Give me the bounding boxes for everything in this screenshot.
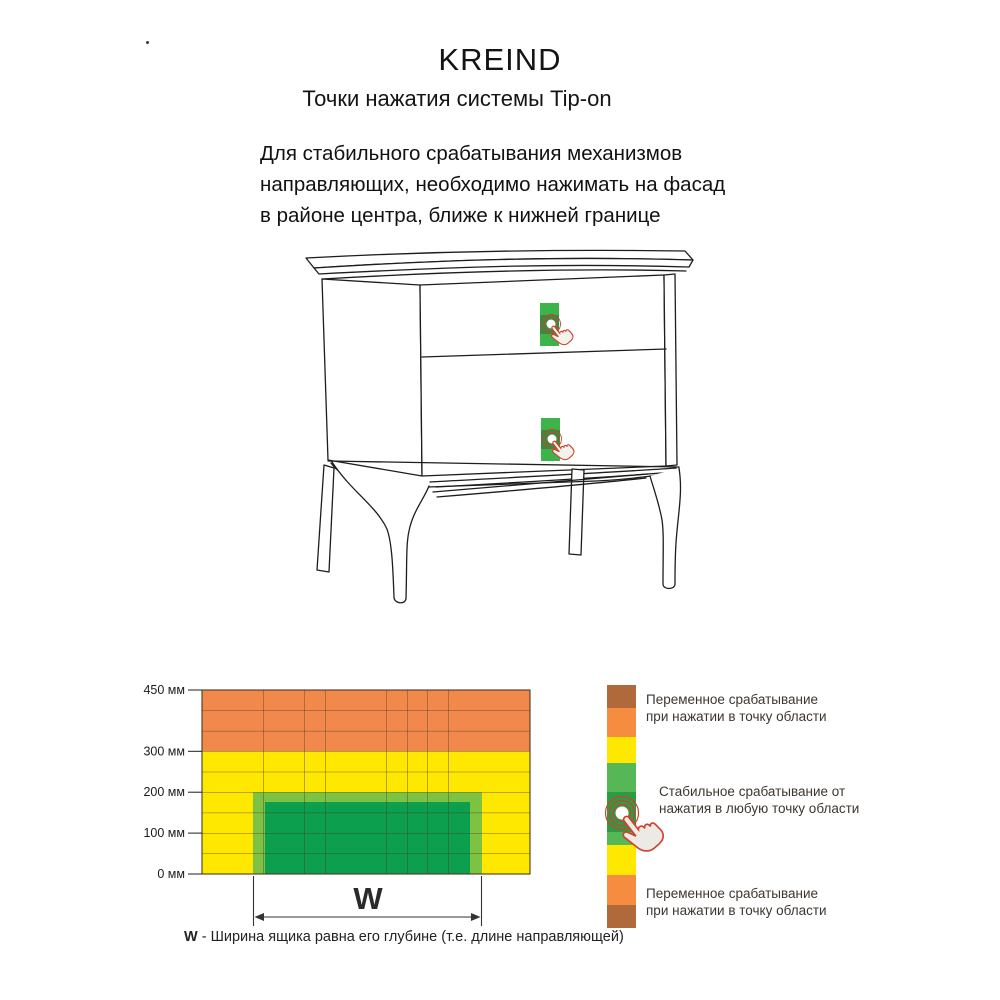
- front-right-leg: [650, 468, 681, 589]
- axis-labels: [143, 683, 185, 881]
- cabinet-left-side: [322, 279, 422, 476]
- legend-bar-segment-brown-bottom: [607, 905, 636, 928]
- legend-item-stable: [659, 783, 859, 817]
- description-paragraph: [260, 138, 760, 231]
- page-subtitle: Точки нажатия системы Tip-on: [302, 86, 612, 111]
- legend-item-line: нажатия в любую точку области: [659, 801, 860, 816]
- axis-tick-label-450: 450 мм: [143, 683, 185, 697]
- grid-lines: [202, 690, 530, 874]
- description-line-1: Для стабильного срабатывания механизмов: [260, 142, 683, 165]
- footnote: [184, 929, 624, 945]
- legend-item-line: Стабильное срабатывание от: [659, 784, 846, 799]
- legend-item-variable-top: [646, 691, 827, 725]
- description-line-3: в районе центра, ближе к нижней границе: [260, 204, 661, 227]
- press-zone-grid-diagram: [140, 658, 620, 948]
- legend-item-line: Переменное срабатывание: [646, 886, 819, 901]
- legend-item-line: при нажатии в точку области: [646, 709, 827, 724]
- cabinet-right-post: [664, 274, 677, 466]
- legend-bar-segment-orange-bottom: [607, 875, 636, 905]
- axis-tick-label-0: 0 мм: [157, 867, 185, 881]
- stretcher-rail-1: [433, 474, 648, 492]
- front-left-leg: [332, 462, 429, 603]
- back-left-leg: [317, 465, 334, 572]
- width-dimension-label: W: [353, 881, 383, 916]
- arrowhead-left: [255, 913, 265, 921]
- legend-item-line: Переменное срабатывание: [646, 692, 819, 707]
- legend-bar-segment-yellow-top: [607, 737, 636, 763]
- nightstand-illustration: [270, 238, 730, 638]
- legend-bar-segment-orange-top: [607, 708, 636, 737]
- arrowhead-right: [471, 913, 481, 921]
- axis-tick-label-100: 100 мм: [143, 826, 185, 841]
- legend-item-variable-bottom: [646, 885, 827, 919]
- axis-tick-label-300: 300 мм: [143, 744, 185, 759]
- legend-item-line: при нажатии в точку области: [646, 903, 827, 918]
- page-title: KREIND: [438, 42, 562, 77]
- axis-tick-label-200: 200 мм: [143, 785, 185, 800]
- description-line-2: направляющих, необходимо нажимать на фасад: [260, 173, 726, 196]
- axis-ticks: [188, 690, 202, 874]
- footnote-w: W: [184, 929, 198, 945]
- legend-bar-segment-brown-top: [607, 685, 636, 708]
- footnote-text: - Ширина ящика равна его глубине (т.е. длине направляющей): [197, 929, 624, 945]
